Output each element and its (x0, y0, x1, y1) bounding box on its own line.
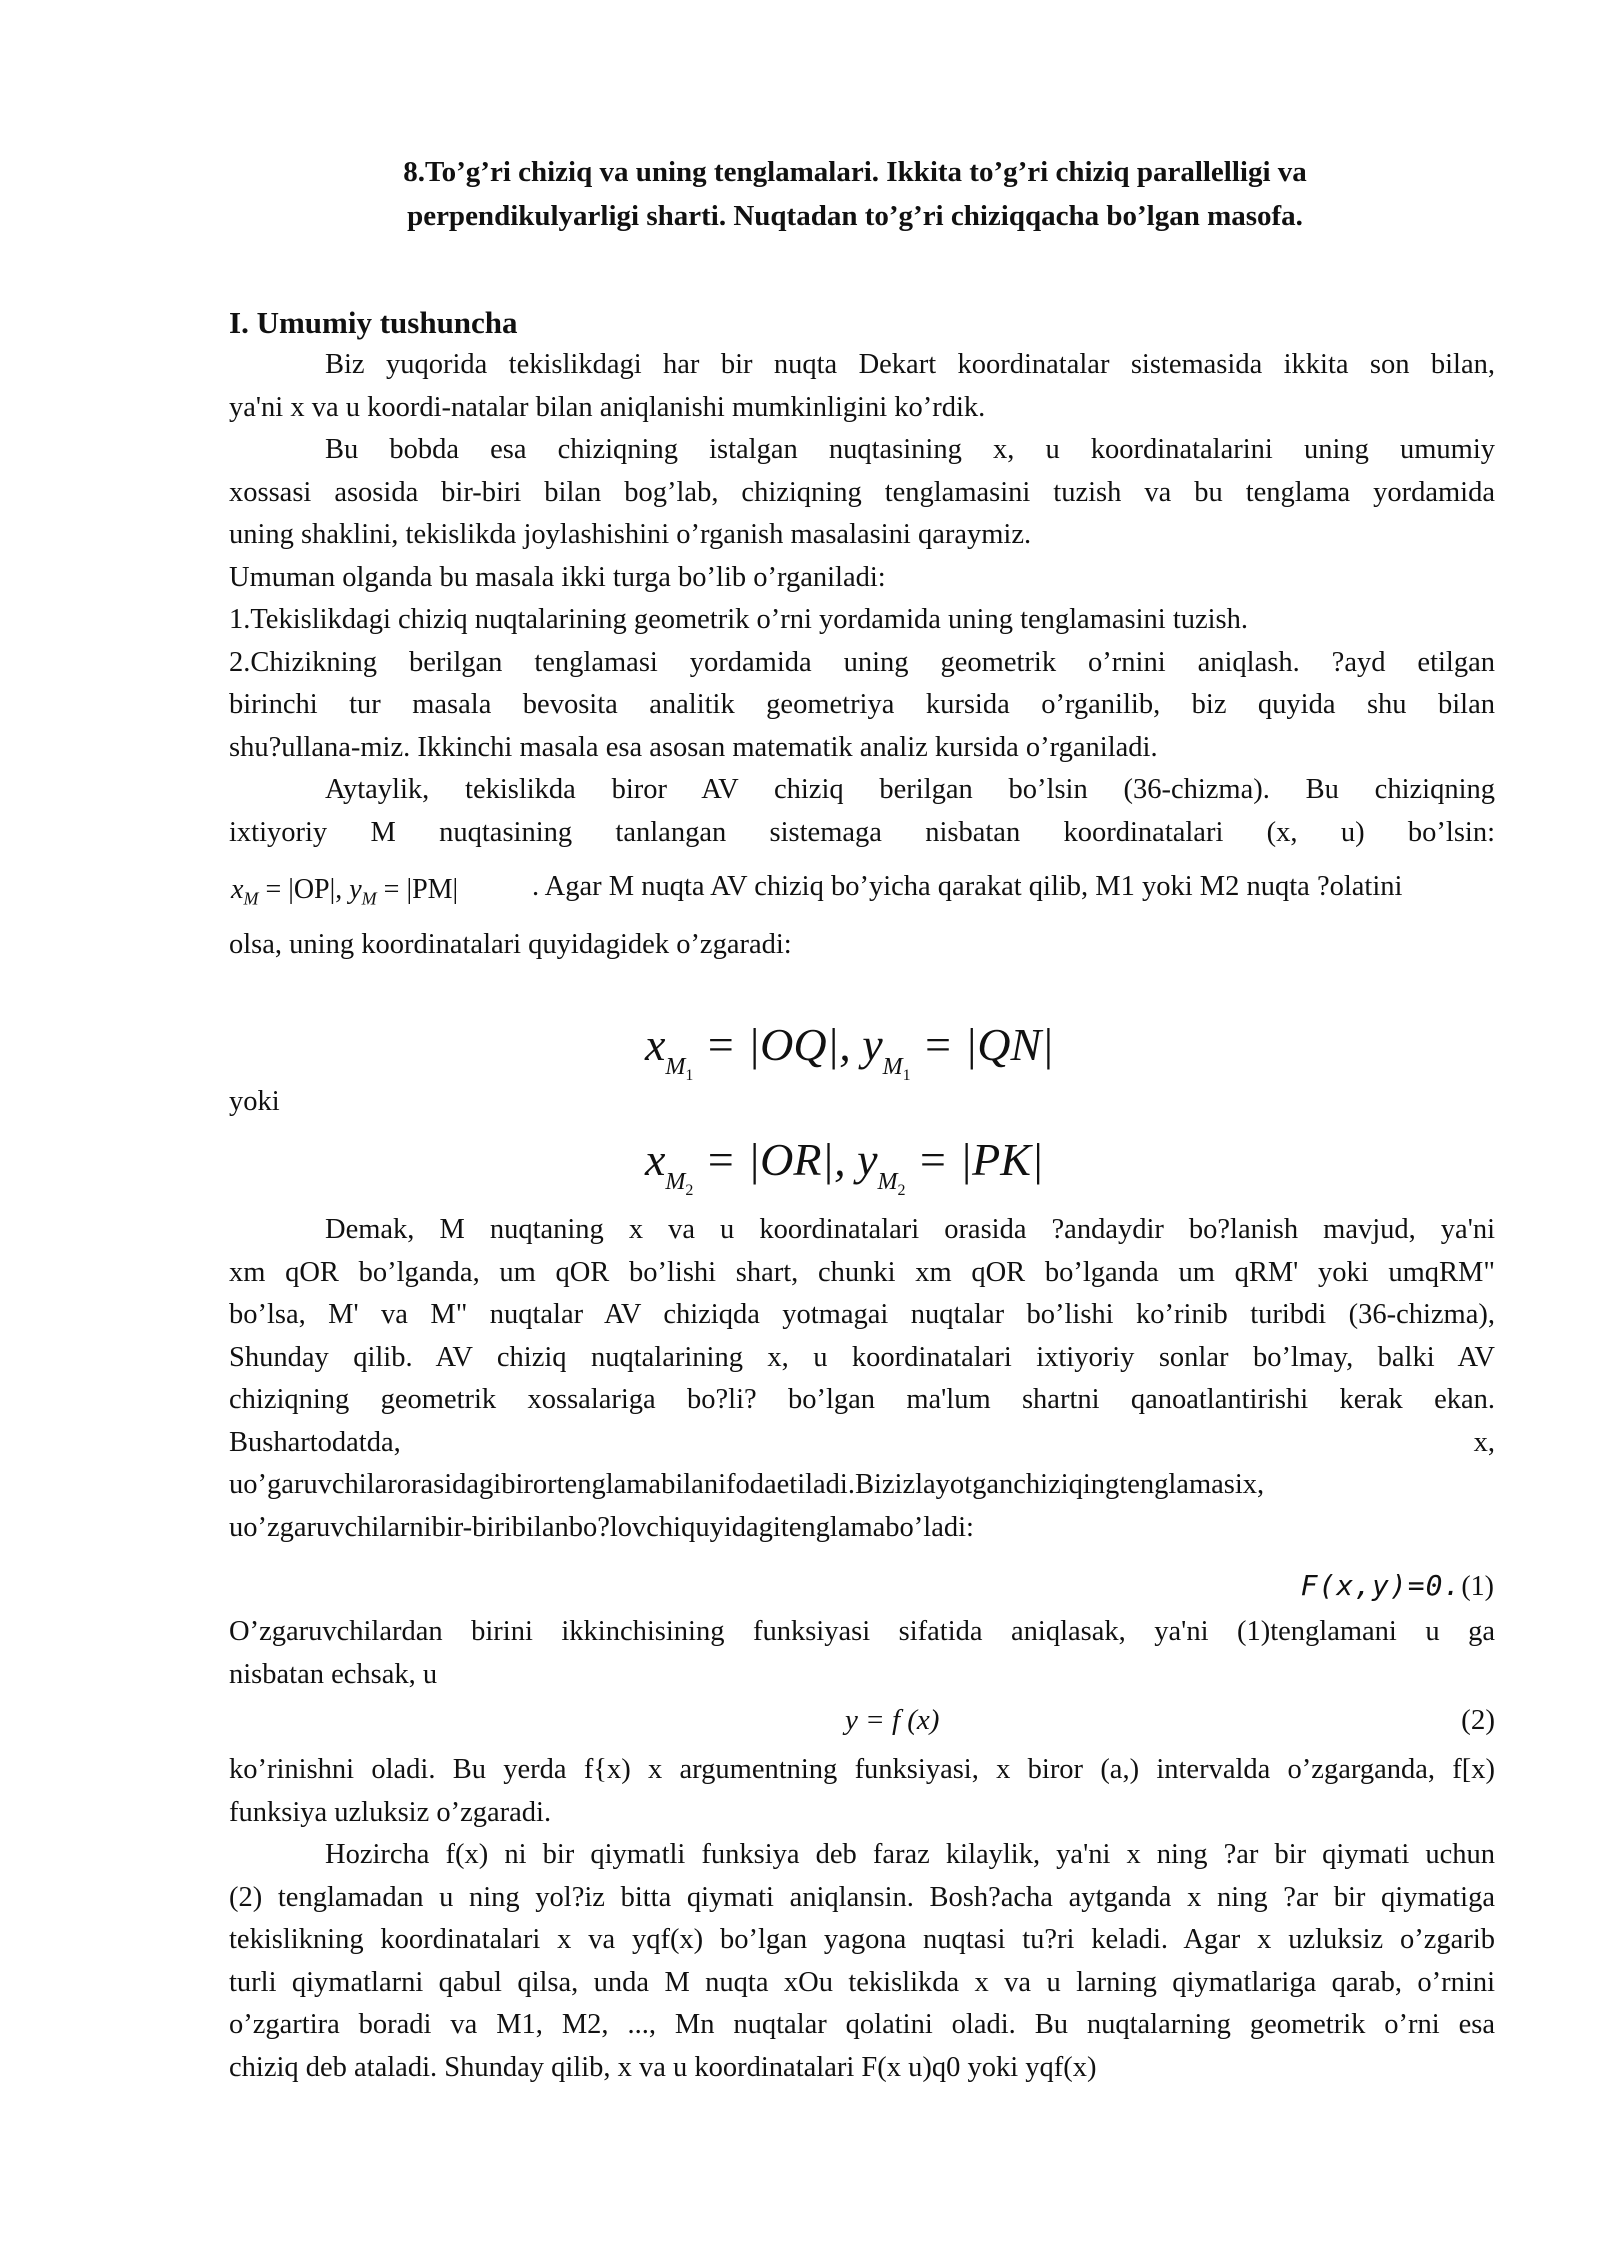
paragraph-line: olsa, uning koordinatalari quyidagidek o’zgaradi: (229, 929, 792, 960)
paragraph-line: shu?ullana-miz. Ikkinchi masala esa asosan matematik analiz kursida o’rganiladi. (229, 732, 1158, 763)
paragraph-line: xm qOR bo’lganda, um qOR bo’lishi shart, chunki xm qOR bo’lganda um qRM' yoki umqRM" (229, 1257, 1495, 1288)
document-title (300, 150, 1410, 238)
list-item: 2.Chizikning berilgan tenglamasi yordamida uning geometrik o’rnini aniqlash. ?ayd etilgan (229, 647, 1495, 678)
paragraph-line: birinchi tur masala bevosita analitik geometriya kursida o’rganilib, biz quyida shu bilan (229, 689, 1495, 720)
paragraph-line: ya'ni x va u koordi-natalar bilan aniqlanishi mumkinligini ko’rdik. (229, 392, 986, 423)
title-line-2: perpendikulyarligi sharti. Nuqtadan to’g’ri chiziqqacha bo’lgan masofa. (407, 200, 1303, 232)
equation-2: y = f (x) (845, 1704, 940, 1736)
paragraph-line: chiziqning geometrik xossalariga bo?li? bo’lgan ma'lum shartni qanoatlantirishi kerak ekan. (229, 1384, 1495, 1415)
paragraph-line: uo’garuvchilarorasidagibirortenglamabilanifodaetiladi.Bizizlayotganchiziqingtenglamasix, (229, 1469, 1265, 1500)
title-line-1: 8.To’g’ri chiziq va uning tenglamalari. Ikkita to’g’ri chiziq parallelligi va (403, 156, 1307, 188)
paragraph-line: Demak, M nuqtaning x va u koordinatalari orasida ?andaydir bo?lanish mavjud, ya'ni (325, 1214, 1495, 1245)
list-item: 1.Tekislikdagi chiziq nuqtalarining geometrik o’rni yordamida uning tenglamasini tuzish. (229, 604, 1249, 635)
formula-m1: $x_{M_1} = |OQ|$, $y_{M_1} = |QN|$ (645, 1019, 1054, 1084)
paragraph-line: xossasi asosida bir-biri bilan bog’lab, chiziqning tenglamasini tuzish va bu tenglama yordamida (229, 477, 1495, 508)
paragraph-line: ixtiyoriy M nuqtasining tanlangan sistemaga nisbatan koordinatalari (x, u) bo’lsin: (229, 817, 1495, 848)
paragraph-line: uo’zgaruvchilarnibir-biribilanbo?lovchiquyidagitenglamabo’ladi: (229, 1512, 974, 1543)
paragraph-line: tekislikning koordinatalari x va yqf(x) bo’lgan yagona nuqtasi tu?ri keladi. Agar x uzluksiz o’zgarib (229, 1924, 1495, 1955)
paragraph-line: Bu bobda esa chiziqning istalgan nuqtasining x, u koordinatalarini uning umumiy (325, 434, 1495, 465)
paragraph-line: Shunday qilib. AV chiziq nuqtalarining x, u koordinatalari ixtiyoriy sonlar bo’lmay, balki AV (229, 1342, 1495, 1373)
equation-1: F(x,y)=0.(1) (1300, 1569, 1494, 1602)
paragraph-line: . Agar M nuqta AV chiziq bo’yicha qarakat qilib, M1 yoki M2 nuqta ?olatini (532, 871, 1403, 902)
paragraph-line: (2) tenglamadan u ning yol?iz bitta qiymati aniqlansin. Bosh?acha aytganda x ning ?ar bir qiymatiga (229, 1882, 1495, 1913)
paragraph-line: chiziq deb ataladi. Shunday qilib, x va u koordinatalari F(x u)q0 yoki yqf(x) (229, 2052, 1097, 2083)
inline-formula: $x_M = |OP|$, $y_M = |PM|$ (231, 874, 459, 909)
paragraph-line: uning shaklini, tekislikda joylashishini o’rganish masalasini qaraymiz. (229, 519, 1032, 550)
paragraph-line: Bushartodatda, (229, 1427, 401, 1458)
paragraph-line: O’zgaruvchilardan birini ikkinchisining funksiyasi sifatida aniqlasak, ya'ni (1)tenglamani u ga (229, 1616, 1495, 1647)
paragraph-line: funksiya uzluksiz o’zgaradi. (229, 1797, 552, 1828)
paragraph-line: Umuman olganda bu masala ikki turga bo’lib o’rganiladi: (229, 562, 886, 593)
paragraph-line: x, (1473, 1427, 1495, 1458)
equation-2-number: (2) (1461, 1704, 1495, 1736)
section-heading: I. Umumiy tushuncha (229, 305, 518, 340)
paragraph-line: Biz yuqorida tekislikdagi har bir nuqta Dekart koordinatalar sistemasida ikkita son bilan, (325, 349, 1495, 380)
paragraph-line: turli qiymatlarni qabul qilsa, unda M nuqta xOu tekislikda x va u larning qiymatlariga qarab, o’rnini (229, 1967, 1495, 1998)
paragraph-line: ko’rinishni oladi. Bu yerda f{x) x argumentning funksiyasi, x biror (a,) intervalda o’zgarganda, f[x) (229, 1754, 1495, 1785)
paragraph-line: o’zgartira boradi va M1, M2, ..., Mn nuqtalar qolatini oladi. Bu nuqtalarning geometrik o’rni esa (229, 2009, 1495, 2040)
formula-m2: $x_{M_2} = |OR|$, $y_{M_2} = |PK|$ (645, 1134, 1044, 1199)
paragraph-line: Hozircha f(x) ni bir qiymatli funksiya deb faraz kilaylik, ya'ni x ning ?ar bir qiymati uchun (325, 1839, 1495, 1870)
paragraph-line: bo’lsa, M' va M" nuqtalar AV chiziqda yotmagai nuqtalar bo’lishi ko’rinib turibdi (36-chizma), (229, 1299, 1495, 1330)
paragraph-line: nisbatan echsak, u (229, 1659, 438, 1690)
paragraph-line: yoki (229, 1086, 280, 1117)
paragraph-line: Aytaylik, tekislikda biror AV chiziq berilgan bo’lsin (36-chizma). Bu chiziqning (325, 774, 1495, 805)
